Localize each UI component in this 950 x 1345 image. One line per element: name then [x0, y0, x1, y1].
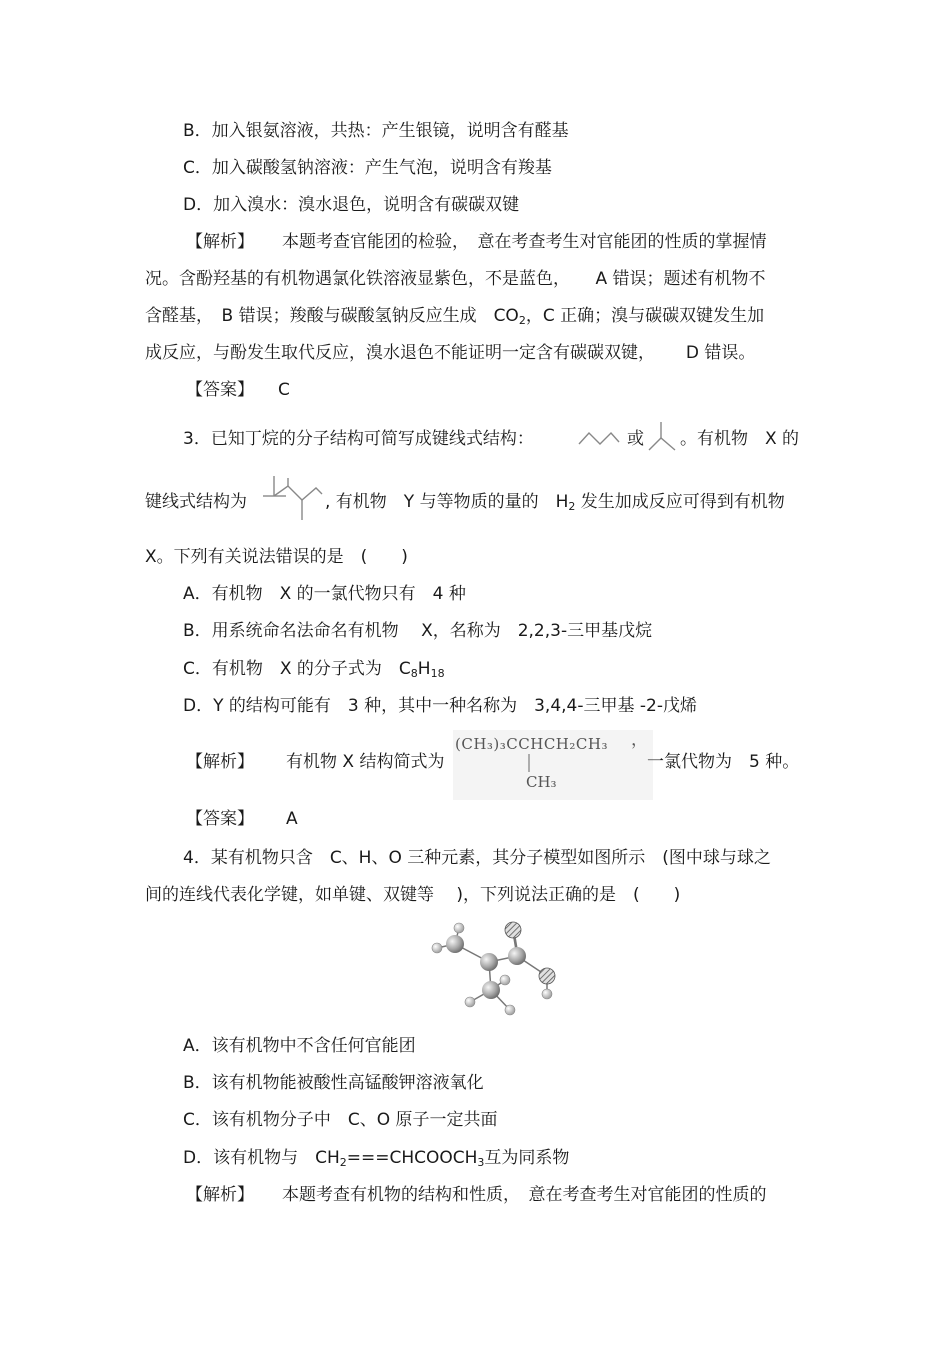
q4-option-a: A．该有机物中不含任何官能团	[183, 1036, 416, 1056]
formula-main: (CH₃)₃CCHCH₂CH₃	[455, 735, 608, 753]
q3-stem-line-1: 3．已知丁烷的分子结构可简写成键线式结构：	[183, 429, 534, 449]
option-text: H	[417, 659, 431, 679]
subscript: 3	[477, 1156, 485, 1169]
option-text: ===CHCOOCH	[346, 1148, 478, 1168]
q3-stem-line-1b: 。有机物 X 的	[680, 429, 800, 449]
q4-analysis	[186, 1183, 767, 1207]
q3-or: 或	[627, 429, 644, 449]
analysis-tag: 【解析】	[186, 232, 254, 252]
answer-value: C	[278, 380, 290, 400]
option-text: C．有机物 X 的分子式为 C	[183, 659, 411, 679]
structural-formula	[453, 730, 653, 800]
analysis-text: 本题考查有机物的结构和性质， 意在考查考生对官能团的性质的	[282, 1185, 767, 1205]
analysis-text: ，C 正确；溴与碳碳双键发生加	[525, 306, 765, 326]
q3-option-c	[183, 657, 445, 681]
q2-analysis-line-4: 成反应，与酚发生取代反应，溴水退色不能证明一定含有碳碳双键， D 错误。	[145, 343, 756, 363]
isobutane-branch-icon	[647, 420, 677, 456]
q4-option-b: B．该有机物能被酸性高锰酸钾溶液氧化	[183, 1073, 484, 1093]
analysis-tag: 【解析】	[186, 1185, 254, 1205]
subscript: 18	[430, 667, 445, 680]
q3-stem-line-2a: 键线式结构为	[145, 492, 247, 512]
q3-option-a: A．有机物 X 的一氯代物只有 4 种	[183, 584, 466, 604]
analysis-tag: 【解析】	[186, 752, 254, 772]
compound-x-skeleton-icon	[262, 474, 324, 526]
q2-option-c: C．加入碳酸氢钠溶液：产生气泡，说明含有羧基	[183, 158, 552, 178]
formula-branch: CH₃	[526, 773, 557, 791]
q2-analysis-line-2: 况。含酚羟基的有机物遇氯化铁溶液显紫色，不是蓝色， A 错误；题述有机物不	[145, 269, 766, 289]
q3-option-b: B．用系统命名法命名有机物 X，名称为 2,2,3-三甲基戊烷	[183, 621, 653, 641]
q4-stem-line-2: 间的连线代表化学键，如单键、双键等 )，下列说法正确的是 ( )	[145, 885, 681, 905]
option-text: D．该有机物与 CH	[183, 1148, 340, 1168]
q4-option-d	[183, 1146, 569, 1170]
option-text: 互为同系物	[484, 1148, 570, 1168]
q3-stem-line-2b	[325, 490, 785, 514]
q3-stem-line-3: X。下列有关说法错误的是 ( )	[145, 547, 408, 567]
q3-analysis	[186, 750, 444, 774]
answer-value: A	[286, 809, 298, 829]
q2-analysis-line-3	[145, 304, 764, 328]
subscript: 2	[568, 500, 576, 513]
q2-analysis	[186, 230, 767, 254]
analysis-text: 含醛基， B 错误；羧酸与碳酸氢钠反应生成 CO	[145, 306, 519, 326]
subscript: 2	[339, 1156, 347, 1169]
subscript: 8	[410, 667, 418, 680]
answer-tag: 【答案】	[186, 809, 254, 829]
stem-text: 发生加成反应可得到有机物	[575, 492, 785, 512]
analysis-text: 有机物 X 结构简式为	[286, 752, 445, 772]
formula-comma: ，	[631, 730, 648, 750]
q3-option-d: D．Y 的结构可能有 3 种，其中一种名称为 3,4,4-三甲基 -2-戊烯	[183, 696, 697, 716]
subscript: 2	[518, 314, 526, 327]
q2-option-d: D．加入溴水：溴水退色，说明含有碳碳双键	[183, 195, 520, 215]
q4-stem-line-1: 4．某有机物只含 C、H、O 三种元素，其分子模型如图所示 (图中球与球之	[183, 848, 771, 868]
ball-and-stick-model-icon	[425, 918, 565, 1018]
q4-option-c: C．该有机物分子中 C、O 原子一定共面	[183, 1110, 498, 1130]
stem-text: , 有机物 Y 与等物质的量的 H	[325, 492, 569, 512]
butane-zigzag-icon	[578, 429, 620, 449]
answer-tag: 【答案】	[186, 380, 254, 400]
q3-answer	[186, 807, 298, 831]
q2-answer	[186, 378, 290, 402]
q2-option-b: B．加入银氨溶液，共热：产生银镜，说明含有醛基	[183, 121, 569, 141]
q3-analysis-end: 一氯代物为 5 种。	[647, 752, 800, 772]
analysis-text: 本题考查官能团的检验， 意在考查考生对官能团的性质的掌握情	[282, 232, 767, 252]
